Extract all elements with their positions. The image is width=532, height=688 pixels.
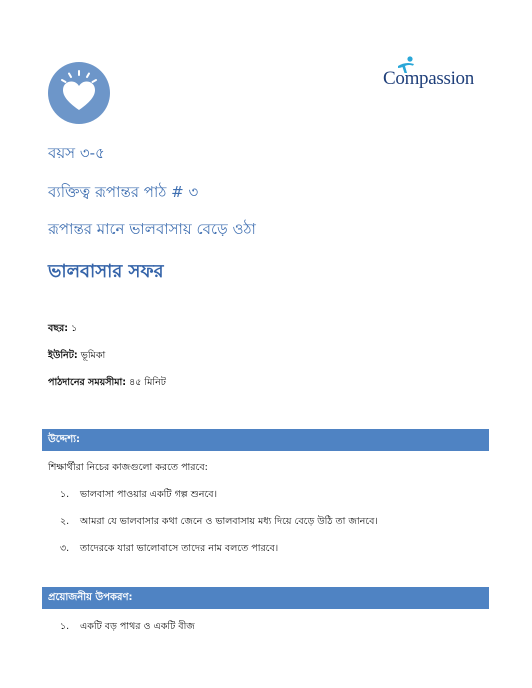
materials-section-bar: প্রয়োজনীয় উপকরণ: (42, 587, 489, 609)
list-item-number: ১. (60, 489, 70, 500)
heart-icon (48, 62, 110, 124)
list-item-number: ২. (60, 516, 70, 527)
age-heading: বয়স ৩-৫ (48, 144, 105, 162)
list-item-number: ১. (60, 621, 70, 632)
year-label: বছর: (48, 323, 69, 334)
list-item-text: আমরা যে ভালবাসার কথা জেনে ও ভালবাসায় মধ্য দিয়ে বেড়ে উঠি তা জানবে। (80, 516, 378, 527)
objectives-intro: শিক্ষার্থীরা নিচের কাজগুলো করতে পারবে: (48, 462, 208, 473)
time-value: ৪৫ মিনিট (129, 377, 166, 388)
list-item-text: ভালবাসা পাওয়ার একটি গল্প শুনবে। (80, 489, 217, 500)
list-item-text: তাদেরকে যারা ভালোবাসে তাদের নাম বলতে পারবে। (80, 543, 279, 554)
unit-row (48, 349, 105, 364)
list-item-number: ৩. (60, 543, 70, 554)
year-value: ১ (71, 323, 78, 334)
subtitle-heading: রূপান্তর মানে ভালবাসায় বেড়ে ওঠা (48, 220, 256, 238)
unit-value: ভূমিকা (80, 350, 106, 361)
logo-text: Compassion (383, 68, 474, 89)
page-title: ভালবাসার সফর (48, 261, 164, 282)
time-label: পাঠদানের সময়সীমা: (48, 377, 127, 388)
compassion-logo (383, 56, 493, 96)
time-row (48, 376, 166, 391)
lesson-heading: ব্যক্তিত্ব রূপান্তর পাঠ # ৩ (48, 183, 199, 201)
list-item-text: একটি বড় পাথর ও একটি বীজ (80, 621, 195, 632)
heart-badge (48, 62, 110, 124)
year-row (48, 322, 77, 337)
unit-label: ইউনিট: (48, 350, 78, 361)
objectives-section-bar: উদ্দেশ্য: (42, 429, 489, 451)
